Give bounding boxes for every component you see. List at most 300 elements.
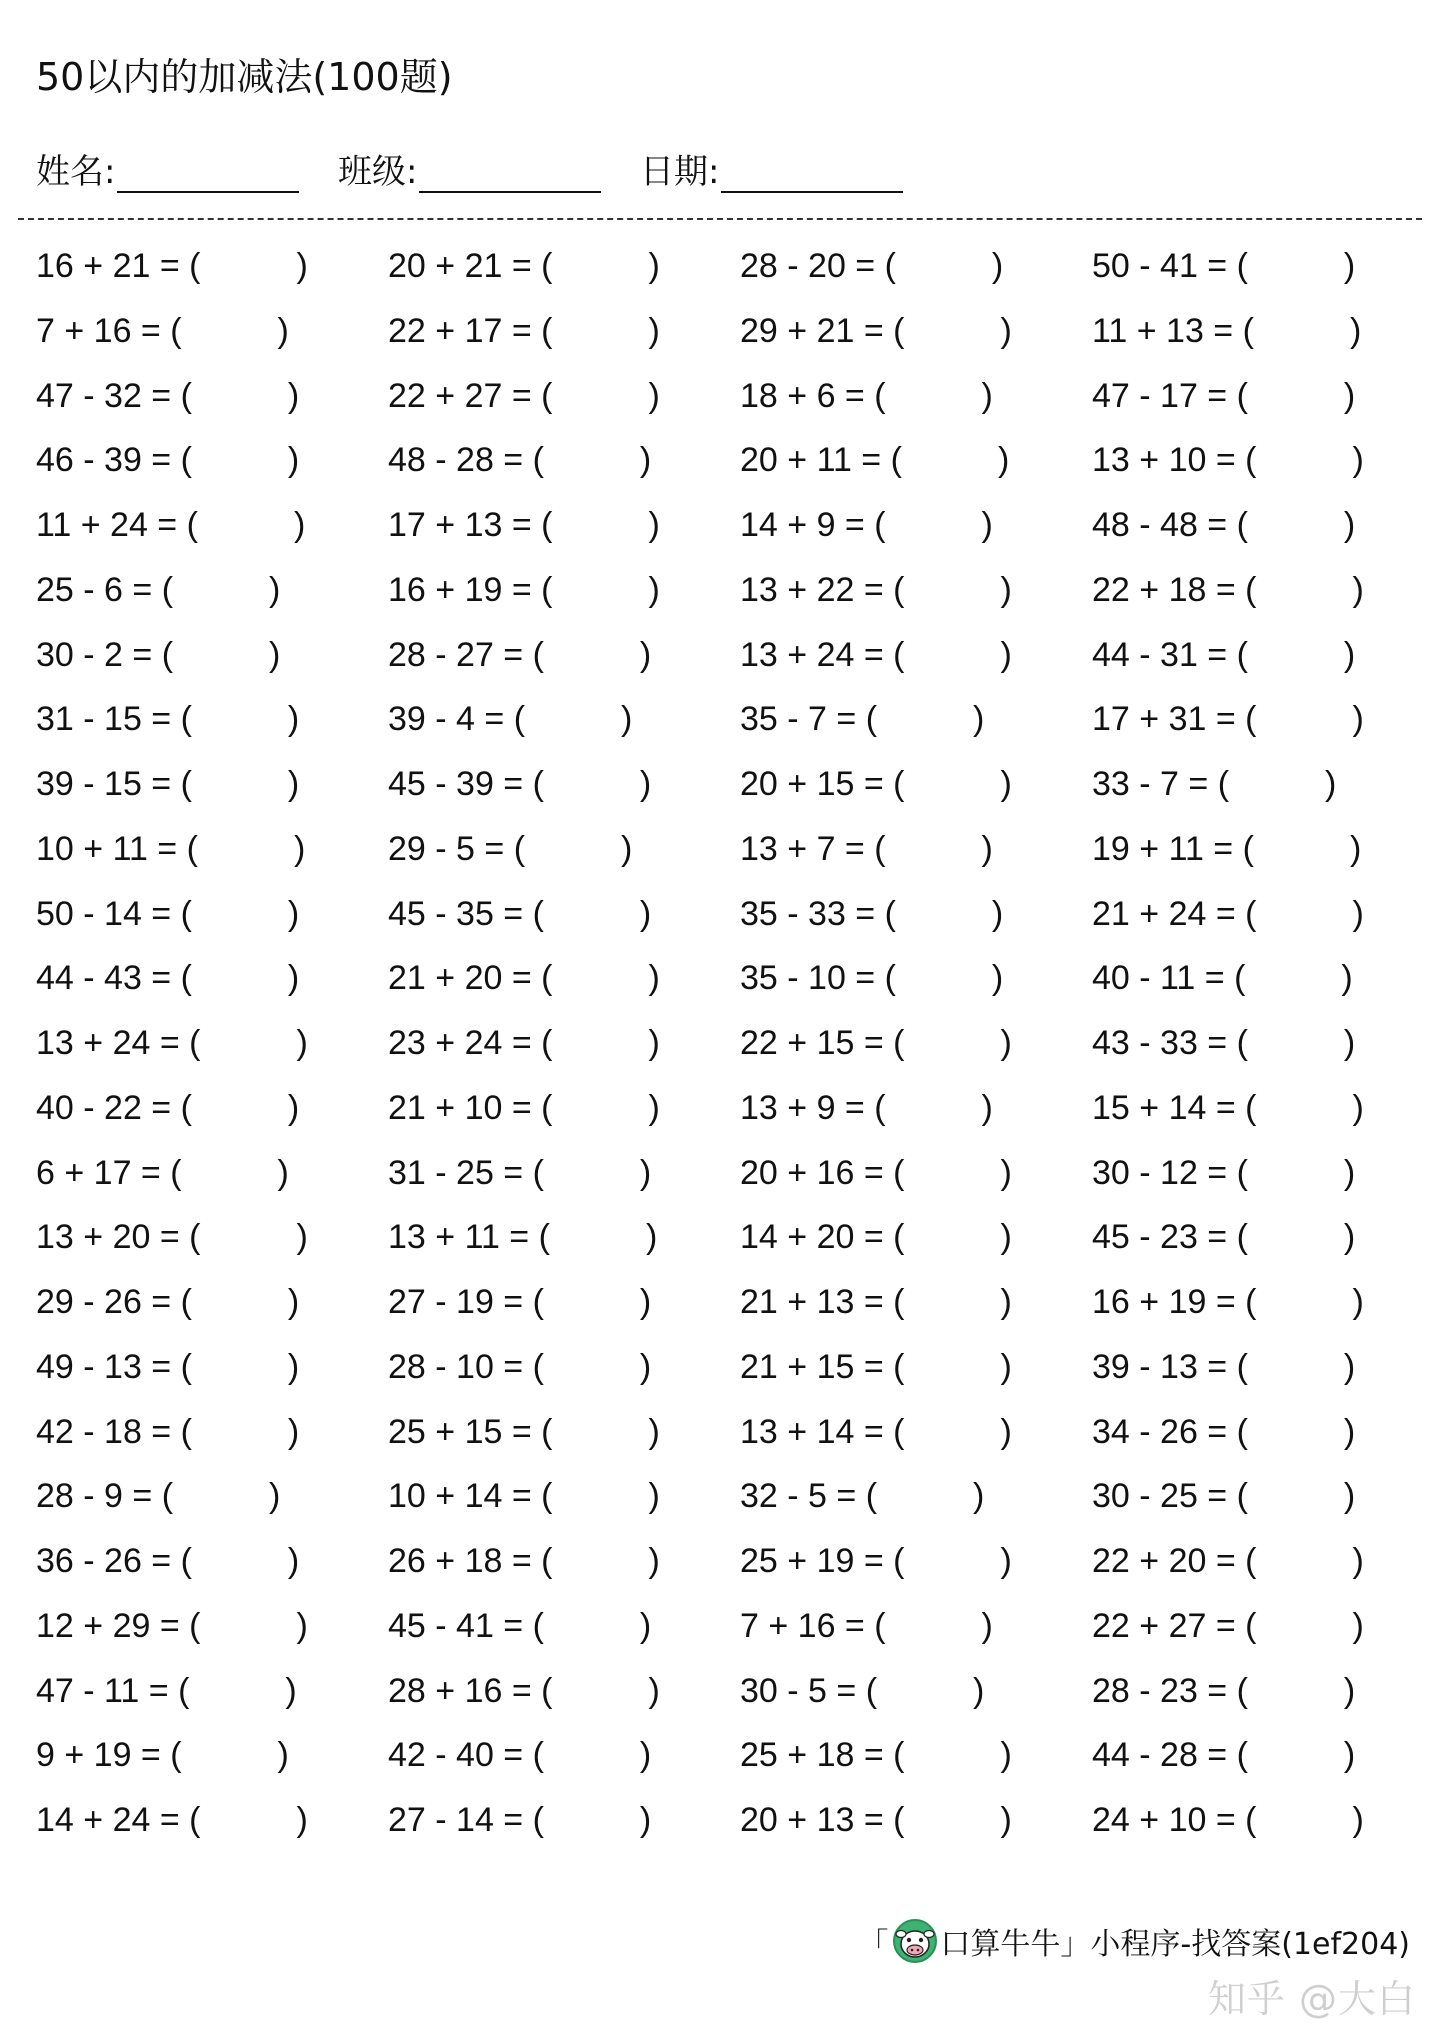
- close-paren: ): [293, 829, 306, 868]
- problem-item: [36, 1800, 308, 1840]
- problem-expression: 22 + 17 = (: [388, 311, 553, 350]
- problem-expression: 28 - 9 = (: [36, 1477, 174, 1516]
- problem-item: [36, 1347, 299, 1387]
- problem-item: [740, 440, 1009, 480]
- problem-item: [36, 440, 299, 480]
- problem-item: [740, 505, 993, 545]
- close-paren: ): [648, 311, 660, 350]
- close-paren: ): [287, 1088, 300, 1127]
- dashed-divider: [18, 218, 1422, 220]
- problem-expression: 30 - 2 = (: [36, 635, 174, 674]
- problem-expression: 44 - 28 = (: [1092, 1736, 1248, 1775]
- close-paren: ): [648, 247, 660, 285]
- close-paren: ): [1352, 1283, 1364, 1321]
- problem-item: [740, 1347, 1012, 1387]
- problem-item: [388, 829, 632, 869]
- close-paren: ): [293, 506, 306, 544]
- close-paren: ): [648, 1542, 660, 1580]
- close-paren: ): [269, 570, 281, 609]
- problem-item: [36, 1671, 297, 1711]
- class-label: 班级:: [338, 152, 418, 192]
- problem-item: [388, 1088, 660, 1128]
- problem-expression: 24 + 10 = (: [1092, 1801, 1257, 1839]
- problem-expression: 17 + 31 = (: [1092, 700, 1257, 739]
- problem-expression: 7 + 16 = (: [36, 311, 182, 350]
- problem-item: [740, 829, 993, 869]
- info-fields: [36, 144, 1136, 200]
- page-title: 50以内的加减法(100题): [36, 55, 453, 99]
- close-paren: ): [1343, 506, 1356, 544]
- problem-item: [1092, 440, 1364, 480]
- problem-item: [388, 764, 651, 804]
- problem-item: [36, 1476, 280, 1516]
- close-paren: ): [1352, 1606, 1364, 1645]
- problem-expression: 47 - 11 = (: [36, 1671, 190, 1710]
- problem-expression: 25 + 15 = (: [388, 1412, 553, 1451]
- close-paren: ): [991, 894, 1004, 933]
- problem-item: [36, 1023, 308, 1063]
- problem-item: [388, 1347, 651, 1387]
- problem-expression: 43 - 33 = (: [1092, 1024, 1248, 1062]
- problem-item: [388, 376, 660, 416]
- close-paren: ): [621, 700, 633, 739]
- problem-item: [36, 1282, 299, 1322]
- close-paren: ): [1343, 635, 1356, 674]
- problem-item: [740, 570, 1012, 610]
- close-paren: ): [287, 1347, 300, 1386]
- close-paren: ): [1343, 1218, 1356, 1257]
- problem-item: [1092, 958, 1353, 998]
- close-paren: ): [973, 700, 985, 739]
- problem-item: [1092, 699, 1364, 739]
- close-paren: ): [639, 1347, 652, 1386]
- close-paren: ): [648, 1477, 660, 1516]
- problem-expression: 49 - 13 = (: [36, 1347, 192, 1386]
- problem-item: [388, 1800, 651, 1840]
- problem-expression: 27 - 19 = (: [388, 1283, 544, 1321]
- close-paren: ): [1352, 1088, 1364, 1127]
- problem-expression: 47 - 32 = (: [36, 376, 192, 415]
- problem-item: [740, 376, 993, 416]
- problem-item: [740, 311, 1012, 351]
- problem-expression: 44 - 31 = (: [1092, 635, 1248, 674]
- problem-item: [36, 246, 308, 286]
- name-blank-line[interactable]: [117, 151, 299, 193]
- problem-expression: 22 + 18 = (: [1092, 570, 1257, 609]
- close-paren: ): [639, 1153, 652, 1192]
- close-paren: ): [1000, 1736, 1012, 1775]
- problem-expression: 50 - 41 = (: [1092, 247, 1248, 285]
- problem-item: [740, 1671, 984, 1711]
- problem-expression: 35 - 7 = (: [740, 700, 878, 739]
- problem-item: [388, 1023, 660, 1063]
- problem-expression: 22 + 15 = (: [740, 1024, 905, 1062]
- problem-expression: 22 + 27 = (: [388, 376, 553, 415]
- close-paren: ): [296, 1218, 308, 1257]
- problem-item: [740, 1153, 1012, 1193]
- problem-expression: 31 - 25 = (: [388, 1153, 544, 1192]
- close-paren: ): [1325, 765, 1337, 803]
- close-paren: ): [648, 1412, 660, 1451]
- close-paren: ): [1000, 635, 1012, 674]
- close-paren: ): [1000, 311, 1012, 350]
- close-paren: ): [639, 1801, 652, 1839]
- cow-icon: [892, 1918, 938, 1964]
- problem-expression: 48 - 48 = (: [1092, 506, 1248, 544]
- close-paren: ): [1343, 1347, 1356, 1386]
- problem-expression: 29 - 26 = (: [36, 1283, 192, 1321]
- close-paren: ): [296, 1801, 308, 1839]
- close-paren: ): [1000, 1412, 1012, 1451]
- close-paren: ): [1352, 700, 1364, 739]
- problem-expression: 16 + 19 = (: [388, 570, 553, 609]
- problem-expression: 30 - 25 = (: [1092, 1477, 1248, 1516]
- problem-expression: 25 + 18 = (: [740, 1736, 905, 1775]
- problem-expression: 21 + 24 = (: [1092, 894, 1257, 933]
- problem-item: [1092, 1800, 1364, 1840]
- close-paren: ): [1343, 1153, 1356, 1192]
- close-paren: ): [973, 1671, 985, 1710]
- problem-item: [1092, 1282, 1364, 1322]
- close-paren: ): [1000, 1283, 1012, 1321]
- problem-expression: 11 + 13 = (: [1092, 311, 1254, 350]
- problem-item: [1092, 1671, 1355, 1711]
- close-paren: ): [1349, 829, 1362, 868]
- problem-expression: 35 - 10 = (: [740, 959, 896, 998]
- problem-item: [388, 246, 660, 286]
- footer-brand-text: 口算牛牛」小程序-找答案(1ef204): [940, 1927, 1410, 1962]
- problem-expression: 28 - 27 = (: [388, 635, 544, 674]
- problem-expression: 44 - 43 = (: [36, 959, 192, 998]
- problem-expression: 40 - 22 = (: [36, 1088, 192, 1127]
- problem-expression: 48 - 28 = (: [388, 441, 544, 480]
- problem-item: [1092, 311, 1361, 351]
- close-paren: ): [287, 894, 300, 933]
- problem-item: [740, 894, 1003, 934]
- close-paren: ): [1343, 1024, 1356, 1062]
- problem-item: [740, 1476, 984, 1516]
- close-paren: ): [277, 1736, 289, 1775]
- close-paren: ): [997, 441, 1010, 480]
- problem-item: [36, 1088, 299, 1128]
- close-paren: ): [1352, 894, 1364, 933]
- problem-item: [388, 1476, 660, 1516]
- problem-expression: 7 + 16 = (: [740, 1606, 886, 1645]
- problem-expression: 20 + 13 = (: [740, 1801, 905, 1839]
- close-paren: ): [981, 829, 993, 868]
- close-paren: ): [1341, 959, 1353, 998]
- problem-expression: 14 + 20 = (: [740, 1218, 905, 1257]
- problem-expression: 21 + 13 = (: [740, 1283, 905, 1321]
- problem-item: [388, 505, 660, 545]
- problem-item: [1092, 894, 1364, 934]
- close-paren: ): [296, 1024, 308, 1062]
- problem-expression: 13 + 7 = (: [740, 829, 886, 868]
- close-paren: ): [1352, 570, 1364, 609]
- problem-expression: 21 + 10 = (: [388, 1088, 553, 1127]
- problem-item: [36, 635, 280, 675]
- close-paren: ): [1000, 765, 1012, 803]
- problem-expression: 45 - 35 = (: [388, 894, 544, 933]
- problem-expression: 28 + 16 = (: [388, 1671, 553, 1710]
- close-paren: ): [277, 311, 289, 350]
- problem-item: [36, 311, 289, 351]
- problem-item: [740, 764, 1012, 804]
- problem-expression: 10 + 14 = (: [388, 1477, 553, 1516]
- problem-expression: 35 - 33 = (: [740, 894, 896, 933]
- problem-item: [1092, 1606, 1364, 1646]
- problem-item: [740, 1800, 1012, 1840]
- problem-item: [36, 894, 299, 934]
- problem-expression: 20 + 16 = (: [740, 1153, 905, 1192]
- problem-item: [36, 1735, 289, 1775]
- problem-expression: 20 + 11 = (: [740, 441, 902, 480]
- problem-item: [740, 1606, 993, 1646]
- name-field[interactable]: [36, 144, 299, 193]
- close-paren: ): [1000, 1024, 1012, 1062]
- close-paren: ): [991, 959, 1004, 998]
- problem-item: [388, 958, 660, 998]
- problem-expression: 36 - 26 = (: [36, 1542, 192, 1580]
- problem-expression: 17 + 13 = (: [388, 506, 553, 544]
- problem-expression: 14 + 9 = (: [740, 506, 886, 544]
- problem-expression: 50 - 14 = (: [36, 894, 192, 933]
- problem-expression: 42 - 40 = (: [388, 1736, 544, 1775]
- problem-expression: 45 - 39 = (: [388, 765, 544, 803]
- problem-expression: 33 - 7 = (: [1092, 765, 1230, 803]
- problem-expression: 13 + 24 = (: [36, 1024, 201, 1062]
- problem-expression: 42 - 18 = (: [36, 1412, 192, 1451]
- close-paren: ): [287, 1542, 300, 1580]
- problem-item: [36, 764, 299, 804]
- watermark: 知乎 @大白: [1207, 1977, 1416, 2021]
- date-label: 日期:: [640, 152, 720, 192]
- problem-item: [36, 1217, 308, 1257]
- problem-item: [388, 1217, 657, 1257]
- problem-expression: 20 + 21 = (: [388, 247, 553, 285]
- problem-item: [740, 1217, 1012, 1257]
- problem-item: [740, 1282, 1012, 1322]
- problem-expression: 45 - 23 = (: [1092, 1218, 1248, 1257]
- problem-item: [36, 829, 305, 869]
- close-paren: ): [621, 829, 633, 868]
- close-paren: ): [1349, 311, 1362, 350]
- problem-expression: 18 + 6 = (: [740, 376, 886, 415]
- close-paren: ): [1000, 570, 1012, 609]
- close-paren: ): [1000, 1347, 1012, 1386]
- close-paren: ): [1343, 376, 1356, 415]
- problem-item: [388, 440, 651, 480]
- problem-expression: 39 - 15 = (: [36, 765, 192, 803]
- close-paren: ): [287, 1283, 300, 1321]
- class-blank-line[interactable]: [419, 151, 601, 193]
- problem-item: [36, 1541, 299, 1581]
- problem-expression: 23 + 24 = (: [388, 1024, 553, 1062]
- problem-item: [740, 1088, 993, 1128]
- problem-expression: 6 + 17 = (: [36, 1153, 182, 1192]
- problem-expression: 21 + 15 = (: [740, 1347, 905, 1386]
- close-paren: ): [648, 1024, 660, 1062]
- problem-expression: 13 + 24 = (: [740, 635, 905, 674]
- close-paren: ): [1352, 1801, 1364, 1839]
- problem-expression: 20 + 15 = (: [740, 765, 905, 803]
- problem-expression: 34 - 26 = (: [1092, 1412, 1248, 1451]
- problem-item: [388, 894, 651, 934]
- problem-item: [388, 1153, 651, 1193]
- problem-expression: 29 - 5 = (: [388, 829, 526, 868]
- problem-expression: 14 + 24 = (: [36, 1801, 201, 1839]
- problem-item: [388, 1735, 651, 1775]
- problem-expression: 28 - 23 = (: [1092, 1671, 1248, 1710]
- close-paren: ): [287, 1412, 300, 1451]
- problem-item: [388, 311, 660, 351]
- close-paren: ): [1343, 1736, 1356, 1775]
- problem-expression: 22 + 27 = (: [1092, 1606, 1257, 1645]
- problem-expression: 28 - 10 = (: [388, 1347, 544, 1386]
- problem-expression: 19 + 11 = (: [1092, 829, 1254, 868]
- close-paren: ): [1000, 1542, 1012, 1580]
- problem-item: [740, 1735, 1012, 1775]
- close-paren: ): [981, 376, 993, 415]
- close-paren: ): [296, 247, 308, 285]
- problem-expression: 32 - 5 = (: [740, 1477, 878, 1516]
- problem-item: [1092, 1541, 1364, 1581]
- date-field[interactable]: [640, 144, 903, 193]
- problem-expression: 31 - 15 = (: [36, 700, 192, 739]
- problem-item: [1092, 246, 1355, 286]
- problem-item: [1092, 1088, 1364, 1128]
- problem-expression: 27 - 14 = (: [388, 1801, 544, 1839]
- problem-item: [1092, 1217, 1355, 1257]
- problem-expression: 26 + 18 = (: [388, 1542, 553, 1580]
- close-paren: ): [1343, 1412, 1356, 1451]
- close-paren: ): [1343, 1671, 1356, 1710]
- close-paren: ): [287, 441, 300, 480]
- problem-expression: 47 - 17 = (: [1092, 376, 1248, 415]
- close-paren: ): [981, 1088, 993, 1127]
- problem-item: [1092, 1347, 1355, 1387]
- close-paren: ): [1000, 1153, 1012, 1192]
- name-label: 姓名:: [36, 152, 116, 192]
- problem-item: [1092, 376, 1355, 416]
- close-paren: ): [639, 1283, 652, 1321]
- close-paren: ): [648, 1088, 660, 1127]
- close-paren: ): [1000, 1801, 1012, 1839]
- close-paren: ): [645, 1218, 658, 1257]
- problem-expression: 39 - 4 = (: [388, 700, 526, 739]
- problem-item: [36, 376, 299, 416]
- problem-expression: 16 + 21 = (: [36, 247, 201, 285]
- problem-item: [36, 570, 280, 610]
- close-paren: ): [287, 765, 300, 803]
- problem-expression: 21 + 20 = (: [388, 959, 553, 998]
- problem-item: [1092, 1153, 1355, 1193]
- problem-expression: 29 + 21 = (: [740, 311, 905, 350]
- problem-expression: 45 - 41 = (: [388, 1606, 544, 1645]
- close-paren: ): [285, 1671, 297, 1710]
- problem-expression: 13 + 11 = (: [388, 1218, 550, 1257]
- problem-item: [740, 699, 984, 739]
- problem-item: [740, 635, 1012, 675]
- problem-item: [36, 1153, 289, 1193]
- problem-expression: 46 - 39 = (: [36, 441, 192, 480]
- close-paren: ): [981, 1606, 993, 1645]
- problem-expression: 40 - 11 = (: [1092, 959, 1246, 998]
- problem-item: [740, 1541, 1012, 1581]
- close-paren: ): [639, 1736, 652, 1775]
- close-paren: ): [991, 247, 1004, 285]
- problem-item: [1092, 570, 1364, 610]
- problem-item: [388, 1541, 660, 1581]
- close-paren: ): [1352, 1542, 1364, 1580]
- close-paren: ): [639, 441, 652, 480]
- problem-expression: 16 + 19 = (: [1092, 1283, 1257, 1321]
- footer-brand: [858, 1918, 1410, 1964]
- footer-open-bracket: 「: [858, 1927, 889, 1962]
- problem-item: [388, 570, 660, 610]
- close-paren: ): [648, 376, 660, 415]
- problem-item: [388, 1282, 651, 1322]
- close-paren: ): [287, 700, 300, 739]
- problem-item: [36, 505, 305, 545]
- problem-expression: 13 + 20 = (: [36, 1218, 201, 1257]
- problem-item: [1092, 505, 1355, 545]
- class-field[interactable]: [338, 144, 601, 193]
- problem-item: [388, 699, 632, 739]
- close-paren: ): [648, 959, 660, 998]
- close-paren: ): [648, 506, 660, 544]
- close-paren: ): [269, 1477, 281, 1516]
- close-paren: ): [981, 506, 993, 544]
- problem-item: [740, 1023, 1012, 1063]
- close-paren: ): [269, 635, 281, 674]
- problem-expression: 12 + 29 = (: [36, 1606, 201, 1645]
- problem-item: [388, 1606, 651, 1646]
- close-paren: ): [1352, 441, 1364, 480]
- problem-item: [1092, 1023, 1355, 1063]
- problem-item: [740, 1412, 1012, 1452]
- problem-expression: 13 + 22 = (: [740, 570, 905, 609]
- close-paren: ): [296, 1606, 308, 1645]
- close-paren: ): [287, 376, 300, 415]
- problem-item: [1092, 1412, 1355, 1452]
- close-paren: ): [648, 1671, 660, 1710]
- problem-item: [1092, 829, 1361, 869]
- close-paren: ): [287, 959, 300, 998]
- problem-item: [740, 958, 1003, 998]
- close-paren: ): [1343, 247, 1356, 285]
- close-paren: ): [973, 1477, 985, 1516]
- problem-item: [36, 1412, 299, 1452]
- problem-expression: 25 + 19 = (: [740, 1542, 905, 1580]
- problem-item: [388, 635, 651, 675]
- problem-item: [388, 1412, 660, 1452]
- problem-expression: 30 - 12 = (: [1092, 1153, 1248, 1192]
- problem-item: [1092, 1735, 1355, 1775]
- problem-expression: 10 + 11 = (: [36, 829, 198, 868]
- problem-expression: 13 + 10 = (: [1092, 441, 1257, 480]
- problem-expression: 28 - 20 = (: [740, 247, 896, 285]
- problem-item: [1092, 764, 1336, 804]
- problem-expression: 9 + 19 = (: [36, 1736, 182, 1775]
- problem-expression: 15 + 14 = (: [1092, 1088, 1257, 1127]
- close-paren: ): [639, 635, 652, 674]
- date-blank-line[interactable]: [721, 151, 903, 193]
- close-paren: ): [639, 1606, 652, 1645]
- problem-expression: 39 - 13 = (: [1092, 1347, 1248, 1386]
- problem-item: [36, 1606, 308, 1646]
- problem-expression: 13 + 14 = (: [740, 1412, 905, 1451]
